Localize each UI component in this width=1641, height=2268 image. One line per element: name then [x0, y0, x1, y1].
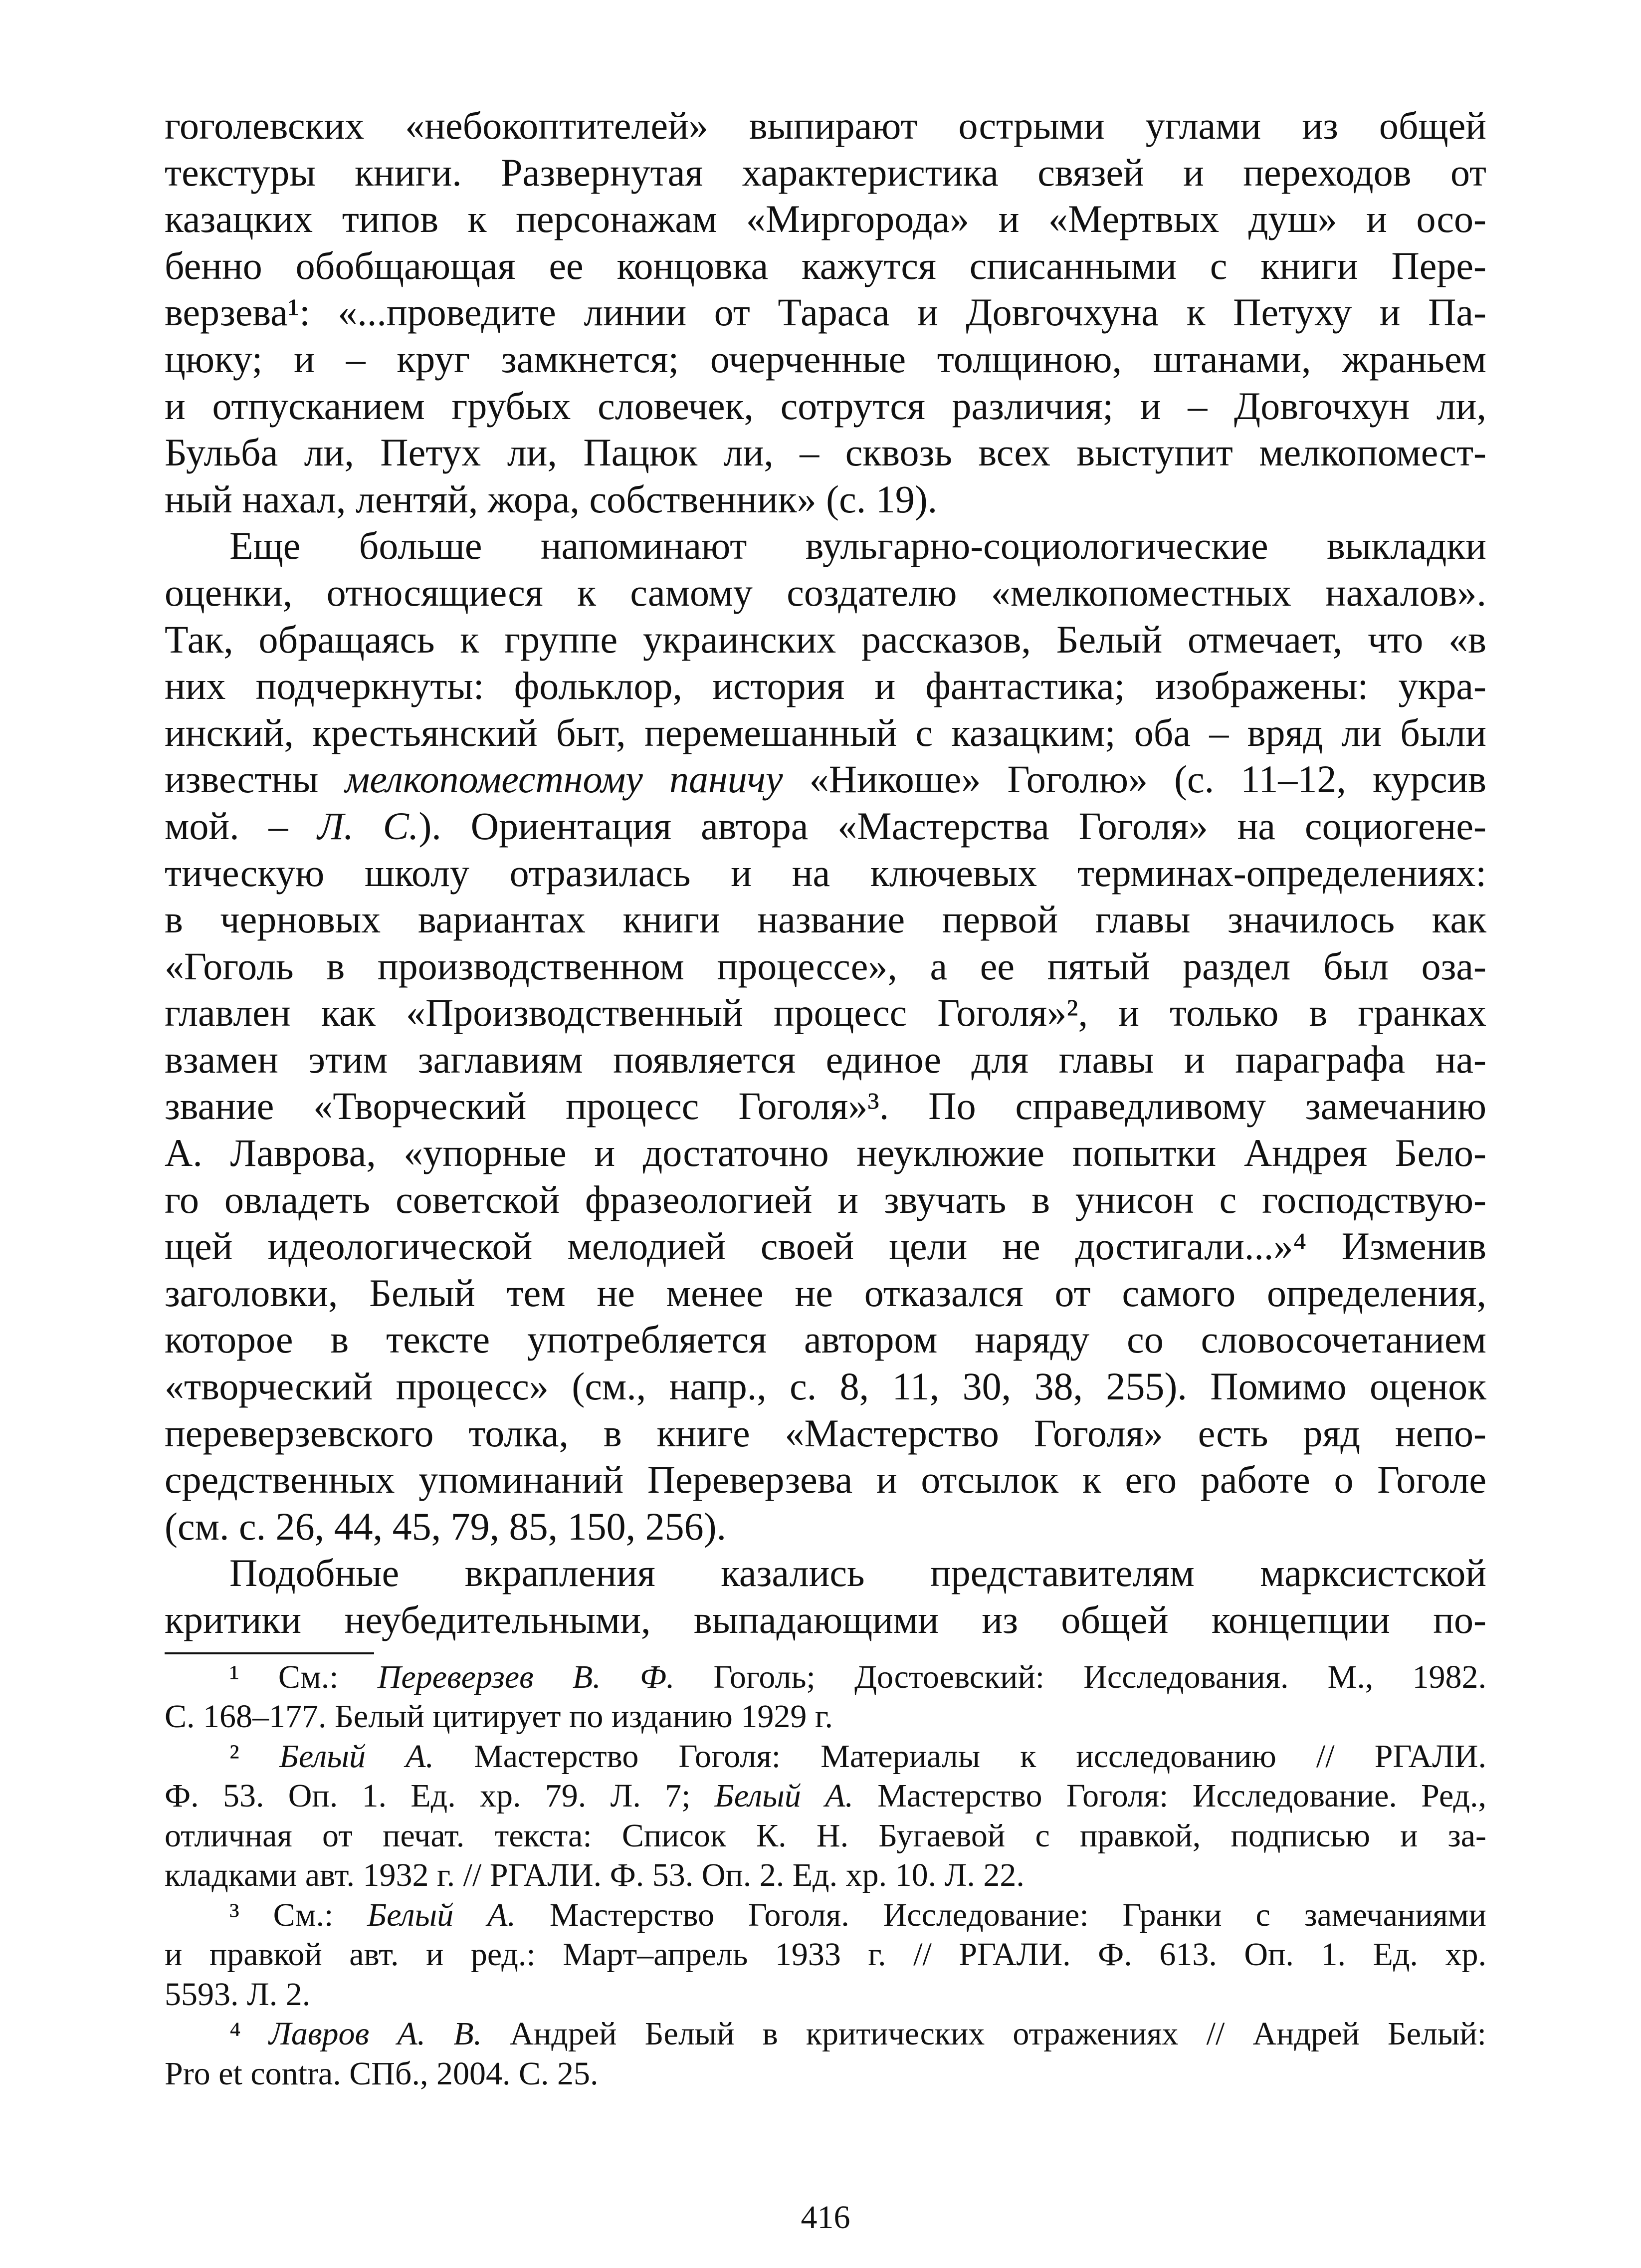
footnote-2 — [165, 1737, 1486, 1895]
text-line: которое в тексте употребляется автором наряду со словосочетанием — [165, 1318, 1486, 1361]
text-line: Еще больше напоминают вульгарно-социологические выкладки — [229, 524, 1486, 568]
text-line: А. Лаврова, «упорные и достаточно неуклюжие попытки Андрея Бело- — [165, 1131, 1486, 1175]
text-line: бенно обобщающая ее концовка кажутся списанными с книги Пере- — [165, 243, 1486, 287]
footnote-line: ² Белый А. Мастерство Гоголя: Материалы к исследованию // РГАЛИ. — [229, 1738, 1486, 1775]
footnote-line: 5593. Л. 2. — [165, 1976, 311, 2013]
footnote-line: Pro et contra. СПб., 2004. С. 25. — [165, 2055, 599, 2092]
footnote-divider — [165, 1652, 374, 1654]
paragraph-2 — [165, 522, 1486, 1550]
page-number: 416 — [801, 2199, 850, 2236]
footnote-line: ³ См.: Белый А. Мастерство Гоголя. Исследование: Гранки с замечаниями — [229, 1896, 1486, 1933]
text-line: них подчеркнуты: фольклор, история и фантастика; изображены: укра- — [165, 664, 1486, 708]
text-line: известны мелкопоместному паничу «Никоше» Гоголю» (с. 11–12, курсив — [165, 757, 1487, 801]
footnote-3 — [165, 1895, 1486, 2015]
text-line: ный нахал, лентяй, жора, собственник» (с. 19). — [165, 477, 938, 521]
footnote-line: ¹ См.: Переверзев В. Ф. Гоголь; Достоевский: Исследования. М., 1982. — [229, 1658, 1486, 1695]
footnote-line: Ф. 53. Оп. 1. Ед. хр. 79. Л. 7; Белый А. Мастерство Гоголя: Исследование. Ред., — [165, 1778, 1487, 1814]
book-page — [165, 102, 1487, 2236]
footnote-line: и правкой авт. и ред.: Март–апрель 1933 г. // РГАЛИ. Ф. 613. Оп. 1. Ед. хр. — [165, 1936, 1486, 1973]
text-line: инский, крестьянский быт, перемешанный с казацким; оба – вряд ли были — [165, 710, 1486, 754]
text-line: мой. – Л. С.). Ориентация автора «Мастерства Гоголя» на социогене- — [165, 804, 1486, 848]
text-line: заголовки, Белый тем не менее не отказался от самого определения, — [165, 1271, 1486, 1315]
text-line: переверзевского толка, в книге «Мастерство Гоголя» есть ряд непо- — [165, 1411, 1486, 1455]
text-line: Так, обращаясь к группе украинских рассказов, Белый отмечает, что «в — [165, 617, 1486, 661]
footnote-line: кладками авт. 1932 г. // РГАЛИ. Ф. 53. Оп. 2. Ед. хр. 10. Л. 22. — [165, 1857, 1025, 1894]
text-line: в черновых вариантах книги название первой главы значилось как — [165, 898, 1486, 941]
text-line: верзева¹: «...проведите линии от Тараса и Довгочхуна к Петуху и Па- — [165, 290, 1486, 334]
text-line: казацких типов к персонажам «Миргорода» и «Мертвых душ» и осо- — [165, 197, 1486, 241]
footnote-line: С. 168–177. Белый цитирует по изданию 1929 г. — [165, 1698, 833, 1735]
text-line: тическую школу отразилась и на ключевых терминах-определениях: — [165, 851, 1486, 895]
text-line: главлен как «Производственный процесс Гоголя»², и только в гранках — [165, 991, 1486, 1035]
text-line: цюку; и – круг замкнется; очерченные толщиною, штанами, жраньем — [165, 337, 1486, 381]
text-line: взамен этим заглавиям появляется единое для главы и параграфа на- — [165, 1037, 1486, 1081]
paragraph-3 — [165, 1550, 1486, 1643]
footnote-4 — [165, 2014, 1486, 2093]
text-line: оценки, относящиеся к самому создателю «мелкопоместных нахалов». — [165, 570, 1486, 614]
text-line: текстуры книги. Развернутая характеристика связей и переходов от — [165, 150, 1486, 194]
paragraph-1 — [165, 102, 1486, 522]
text-line: Бульба ли, Петух ли, Пацюк ли, – сквозь всех выступит мелкопомест- — [165, 431, 1486, 474]
text-line: го овладеть советской фразеологией и звучать в унисон с господствую- — [165, 1177, 1486, 1221]
footnote-line: отличная от печат. текста: Список К. Н. Бугаевой с правкой, подписью и за- — [165, 1817, 1486, 1854]
text-line: критики неубедительными, выпадающими из общей концепции по- — [165, 1598, 1486, 1641]
text-line: гоголевских «небокоптителей» выпирают острыми углами из общей — [165, 104, 1486, 147]
footnote-1 — [165, 1657, 1486, 1737]
text-line: щей идеологической мелодией своей цели не достигали...»⁴ Изменив — [165, 1224, 1486, 1268]
text-line: средственных упоминаний Переверзева и отсылок к его работе о Гоголе — [165, 1458, 1486, 1502]
text-line: «Гоголь в производственном процессе», а ее пятый раздел был оза- — [165, 944, 1486, 988]
footnote-line: ⁴ Лавров А. В. Андрей Белый в критических отражениях // Андрей Белый: — [229, 2016, 1486, 2052]
text-line: «творческий процесс» (см., напр., с. 8, 11, 30, 38, 255). Помимо оценок — [165, 1364, 1486, 1408]
text-line: (см. с. 26, 44, 45, 79, 85, 150, 256). — [165, 1504, 727, 1548]
text-line: и отпусканием грубых словечек, сотрутся различия; и – Довгочхун ли, — [165, 384, 1486, 428]
text-line: Подобные вкрапления казались представителям марксистской — [229, 1551, 1486, 1595]
text-line: звание «Творческий процесс Гоголя»³. По справедливому замечанию — [165, 1084, 1486, 1128]
